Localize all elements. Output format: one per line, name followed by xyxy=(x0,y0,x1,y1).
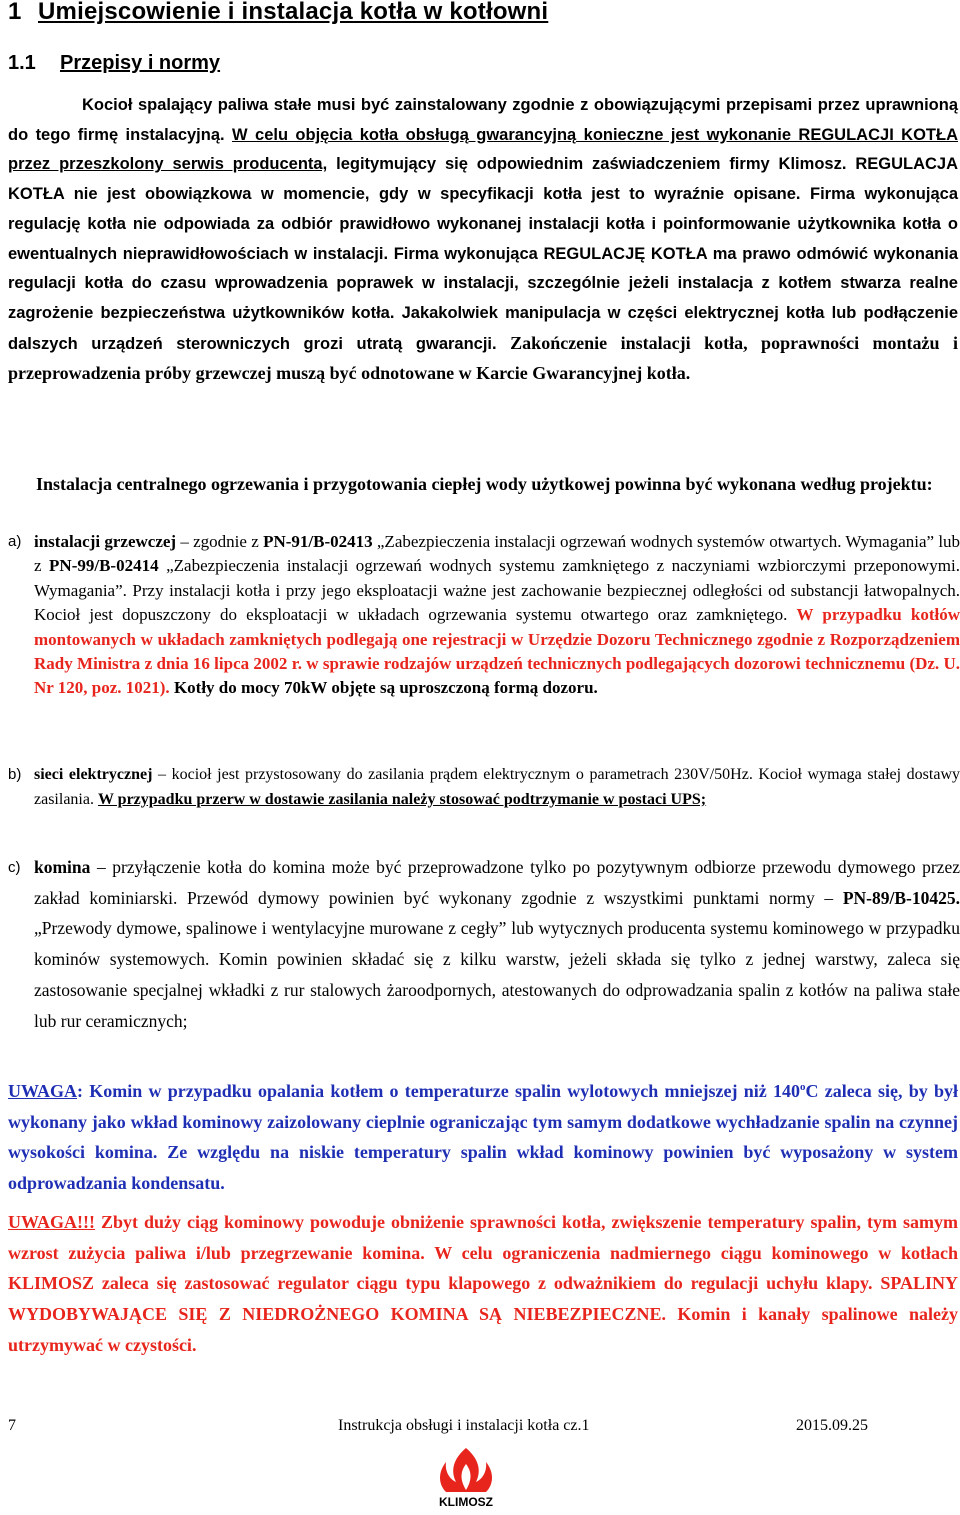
warning-label: UWAGA xyxy=(8,1081,78,1101)
warning-label: UWAGA!!! xyxy=(8,1212,95,1232)
intro-text-1: Kocioł spalający paliwa stałe musi być zainstalowany zgodnie z obowiązującymi przepisami przez uprawnioną do tego firmę instalacyjną. xyxy=(8,96,958,144)
logo-text: KLIMOSZ xyxy=(439,1495,493,1509)
draft-warning xyxy=(8,1207,958,1361)
intro-text-6: Jakakolwiek manipulacja w części elektrycznej kotła lub podłączenie dalszych urządzeń sterowniczych grozi utratą gwarancji. xyxy=(8,303,958,353)
list-label: b) xyxy=(8,766,22,783)
item-text: „Zabezpieczenia instalacji ogrzewań wodnych systemów otwartych. Wymagania” lub z xyxy=(34,532,960,576)
item-text: – kocioł jest przystosowany do zasilania prądem elektrycznym o parametrach 230V/50Hz. Kocioł wymaga stałej dostawy zasilania. xyxy=(34,766,960,808)
ups-notice: W przypadku przerw w dostawie zasilania należy stosować podtrzymanie w postaci UPS; xyxy=(97,790,707,808)
flame-icon xyxy=(424,1444,508,1510)
norm-reference: PN-89/B-10425. xyxy=(842,887,960,908)
section-title: Umiejscowienie i instalacja kotła w kotłowni xyxy=(38,0,549,25)
list-body xyxy=(34,852,960,1036)
item-text: – przyłączenie kotła do komina może być przeprowadzone tylko po pozytywnym odbiorze przewodu dymowego przez zakład kominiarski. Przewód dymowy powinien być wykonany zgodnie z wszystkimi punktami normy – xyxy=(34,857,960,908)
item-text: – zgodnie z xyxy=(180,532,259,551)
norm-reference: PN-99/B-02414 xyxy=(49,556,159,576)
list-label: c) xyxy=(8,859,21,876)
intro-text-4: REGULACJA KOTŁA nie jest obowiązkowa w momencie, gdy w specyfikacji kotła jest to wyraźnie opisane. Firma wykonująca regulację kotła nie odpowiada za odbiór prawidłowo wykonanej instalacji kotła i poinformowanie użytkownika kotła o ewentualnych nieprawidłowościach w instalacji. xyxy=(8,155,958,263)
item-term: instalacji grzewczej xyxy=(34,532,177,551)
list-body xyxy=(34,530,960,701)
item-term: sieci elektrycznej xyxy=(34,766,153,783)
degree-sup: o xyxy=(800,1081,806,1093)
intro-text-7: Zakończenie instalacji kotła, poprawności montażu i przeprowadzenia próby grzewczej muszą być odnotowane w Karcie Gwarancyjnej kotła. xyxy=(8,332,959,384)
warning-text: : Komin w przypadku opalania kotłem o temperaturze spalin wylotowych mniejszej niż 140 xyxy=(77,1081,800,1101)
warning-text: Zbyt duży ciąg kominowy powoduje obniżenie sprawności kotła, zwiększenie temperatury spalin, tym samym wzrost zużycia paliwa i/lub przegrzewanie komina. W celu ograniczenia nadmiernego ciągu kominowego w kotłach KLIMOSZ zaleca się zastosować regulator ciągu typu klapowego z odważnikiem do regulacji uchyłu klapy. SPALINY WYDOBYWAJĄCE SIĘ Z NIEDROŻNEGO KOMINA SĄ NIEBEZPIECZNE. Komin i kanały spalinowe należy utrzymywać w czystości. xyxy=(8,1212,958,1355)
subsection-title: Przepisy i normy xyxy=(60,52,221,74)
item-term: komina xyxy=(34,857,91,877)
warning-text: C zaleca się, by był wykonany jako wkład kominowy zaizolowany cieplnie ograniczając tym samym dodatkowe wychładzanie spalin na czynnej wysokości komina. Ze względu na niskie temperatury spalin wkład kominowy powinien być wyposażony w system odprowadzania kondensatu. xyxy=(8,1081,958,1194)
item-text: „Przewody dymowe, spalinowe i wentylacyjne murowane z cegły” lub wytycznych producenta systemu kominowego w przypadku kominów systemowych. Komin powinien składać się z kilku warstw, jeżeli składa się tylko z jednej warstwy, zaleca się zastosowanie specjalnej wkładki z rur stalowych żaroodpornych, atestowanych do odprowadzania spalin z kotłów na paliwa stałe lub rur ceramicznych; xyxy=(34,918,960,1031)
intro-warranty-underlined: W celu objęcia kotła obsługą gwarancyjną konieczne jest wykonanie REGULACJI KOTŁA przez przeszkolony serwis producenta, xyxy=(8,125,959,174)
item-bold-text: Kotły do mocy 70kW objęte są uproszczoną formą dozoru. xyxy=(173,678,598,698)
norm-reference: PN-91/B-02413 xyxy=(263,532,373,551)
subsection-number: 1.1 xyxy=(8,52,36,74)
project-intro: Instalacja centralnego ogrzewania i przygotowania ciepłej wody użytkowej powinna być wykonana według projektu: xyxy=(36,474,933,494)
page-footer xyxy=(8,1417,960,1439)
udt-notice: W przypadku kotłów montowanych w układach zamkniętych podlegają one rejestracji w Urzędzie Dozoru Technicznego zgodnie z Rozporządzeniem Rady Ministra z dnia 16 lipca 2002 r. w sprawie rodzajów urządzeń technicznych podlegających dozorowi technicznemu (Dz. U. Nr 120, poz. 1021). xyxy=(34,605,960,698)
section-number: 1 xyxy=(8,0,22,25)
section-heading xyxy=(8,0,548,26)
page-number: 7 xyxy=(8,1417,16,1434)
item-text: „Zabezpieczenia instalacji ogrzewań wodnych systemu zamkniętego z naczyniami wzbiorczymi przeponowymi. Wymagania”. Przy instalacji kotła i przy jego eksploatacji ważne jest zachowanie bezpiecznej odległości od substancji łatwopalnych. Kocioł jest dopuszczony do eksploatacji w układach ogrzewania systemu otwartego oraz zamkniętego. xyxy=(34,556,960,625)
chimney-warning xyxy=(8,1076,958,1199)
intro-text-3: legitymujący się odpowiednim zaświadczeniem firmy Klimosz. xyxy=(336,155,847,174)
klimosz-logo xyxy=(424,1444,508,1510)
footer-title: Instrukcja obsługi i instalacji kotła cz.1 xyxy=(338,1417,590,1434)
intro-paragraph xyxy=(8,91,958,390)
subsection-heading xyxy=(8,52,220,75)
intro-text-5: Firma wykonująca REGULACJĘ KOTŁA ma prawo odmówić wykonania regulacji kotła do czasu wprowadzenia poprawek w instalacji, szczególnie jeżeli instalacja z kotłem stwarza realne zagrożenie bezpieczeństwa użytkowników kotła. xyxy=(8,244,959,322)
footer-date: 2015.09.25 xyxy=(796,1417,868,1434)
list-label: a) xyxy=(8,533,22,550)
list-body xyxy=(34,763,960,812)
